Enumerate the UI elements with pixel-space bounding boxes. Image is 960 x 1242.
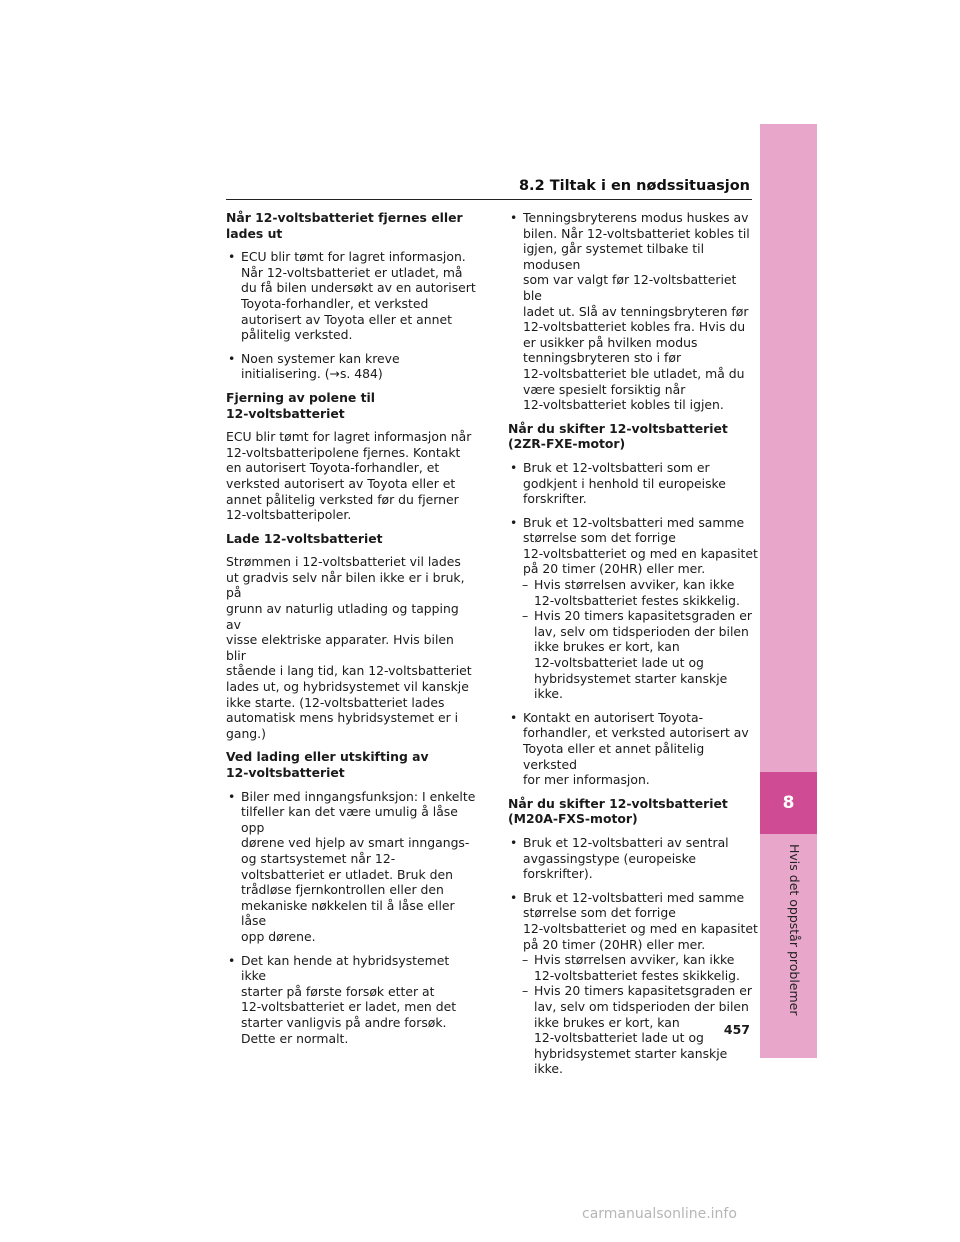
chapter-number: 8 [760,772,817,834]
heading-replace-2zr: Når du skifter 12-voltsbatteriet (2ZR-FXE-motor) [508,420,728,452]
watermark: carmanualsonline.info [582,1206,737,1222]
bullet-ecu-cleared: • ECU blir tømt for lagret informasjon. Når 12-voltsbatteriet er utladet, må du få bilen undersøkt av en autorisert Toyota-forhandler, et verksted autorisert av Toyota eller et annet pålitelig verksted. [226,249,476,343]
bullet-same-size-2: • Bruk et 12-voltsbatteri med samme størrelse som det forrige 12-voltsbatteriet og med en kapasitet på 20 timer (20HR) eller mer. [508,890,758,952]
paragraph-charging: Strømmen i 12-voltsbatteriet vil lades ut gradvis selv når bilen ikke er i bruk, på grunn av naturlig utlading og tapping av visse elektriske apparater. Hvis bilen blir stående i lang tid, kan 12-voltsbatteriet lades ut, og hybridsystemet vil kanskje ikke starte. (12-voltsbatteriet lades automatisk mens hybridsystemet er i gang.) [226,554,472,741]
bullet-approved-battery: • Bruk et 12-voltsbatteri som er godkjent i henhold til europeiske forskrifter. [508,460,758,507]
header-divider [226,199,752,200]
sub-capacity-low: – Hvis 20 timers kapasitetsgraden er lav, selv om tidsperioden der bilen ikke brukes er kort, kan 12-voltsbatteriet lade ut og hybridsystemet starter kanskje ikke. [508,608,758,702]
bullet-hybrid-start: • Det kan hende at hybridsystemet ikke starter på første forsøk etter at 12-voltsbatteriet er ladet, men det starter vanligvis på andre forsøk. Dette er normalt. [226,953,476,1047]
bullet-same-size: • Bruk et 12-voltsbatteri med samme størrelse som det forrige 12-voltsbatteriet og med en kapasitet på 20 timer (20HR) eller mer. [508,515,758,577]
sub-size-differs: – Hvis størrelsen avviker, kan ikke 12-voltsbatteriet festes skikkelig. [508,577,758,608]
left-column [226,210,476,1054]
chapter-tab [760,124,817,1058]
right-column [508,210,758,1077]
heading-battery-removed: Når 12-voltsbatteriet fjernes eller lades ut [226,210,463,241]
bullet-contact-dealer: • Kontakt en autorisert Toyota- forhandler, et verksted autorisert av Toyota eller et annet pålitelig verksted for mer informasjon. [508,710,758,788]
chapter-label: Hvis det oppstår problemer [787,844,802,1016]
heading-terminal-removal: Fjerning av polene til 12-voltsbatteriet [226,389,376,421]
heading-replace-m20a: Når du skifter 12-voltsbatteriet (M20A-FXS-motor) [508,795,728,827]
heading-charge-replace: Ved lading eller utskifting av 12-voltsbatteriet [226,749,429,780]
bullet-entry-function: • Biler med inngangsfunksjon: I enkelte tilfeller kan det være umulig å låse opp dørene ved hjelp av smart inngangs- og startsystemet når 12- voltsbatteriet er utladet. Bruk den trådløse fjernkontrollen eller den mekaniske nøkkelen til å låse eller låse opp dørene. [226,789,476,945]
bullet-initialization: • Noen systemer kan kreve initialisering. (→s. 484) [226,351,476,382]
heading-charging: Lade 12-voltsbatteriet [226,530,383,546]
bullet-central-venting: • Bruk et 12-voltsbatteri av sentral avgassingstype (europeiske forskrifter). [508,835,758,882]
sub-size-differs-2: – Hvis størrelsen avviker, kan ikke 12-voltsbatteriet festes skikkelig. [508,952,758,983]
section-header: 8.2 Tiltak i en nødssituasjon [518,178,750,194]
sub-capacity-low-2: – Hvis 20 timers kapasitetsgraden er lav, selv om tidsperioden der bilen ikke brukes er kort, kan 12-voltsbatteriet lade ut og hybridsystemet starter kanskje ikke. [508,983,758,1077]
paragraph-terminal-removal: ECU blir tømt for lagret informasjon når 12-voltsbatteripolene fjernes. Kontakt en autorisert Toyota-forhandler, et verksted autorisert av Toyota eller et annet pålitelig verksted før du fjerner 12-voltsbatteripoler. [226,429,472,523]
page-number: 457 [723,1022,750,1037]
bullet-ignition-mode: • Tenningsbryterens modus huskes av bilen. Når 12-voltsbatteriet kobles til igjen, går systemet tilbake til modusen som var valgt før 12-voltsbatteriet ble ladet ut. Slå av tenningsbryteren før 12-voltsbatteriet kobles fra. Hvis du er usikker på hvilken modus tenningsbryteren sto i før 12-voltsbatteriet ble utladet, må du være spesielt forsiktig når 12-voltsbatteriet kobles til igjen. [508,210,758,413]
